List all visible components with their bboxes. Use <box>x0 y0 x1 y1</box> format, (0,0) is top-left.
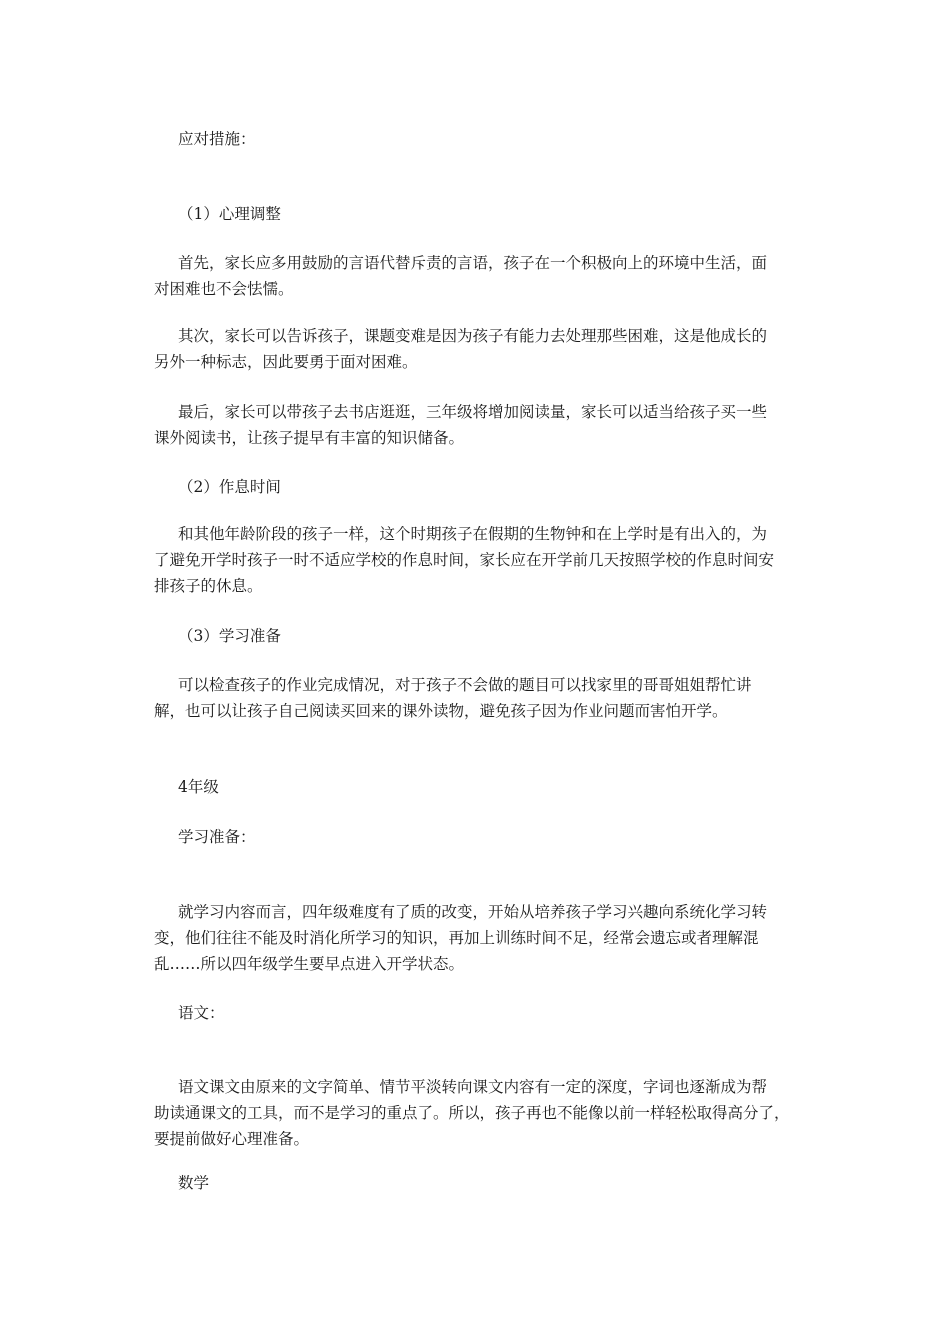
measures-heading: 应对措施： <box>178 130 256 148</box>
section-3-paragraph-1 <box>154 672 780 724</box>
paragraph-line: 乱……所以四年级学生要早点进入开学状态。 <box>154 955 465 973</box>
paragraph-line: 排孩子的休息。 <box>154 577 263 595</box>
paragraph-line: 了避免开学时孩子一时不适应学校的作息时间，家长应在开学前几天按照学校的作息时间安 <box>154 551 775 569</box>
grade-4-title: 4年级 <box>178 778 219 796</box>
paragraph-line: 解，也可以让孩子自己阅读买回来的课外读物，避免孩子因为作业问题而害怕开学。 <box>154 702 728 720</box>
section-2-title: （2）作息时间 <box>178 478 281 496</box>
study-prep-paragraph <box>154 899 780 977</box>
paragraph-line: 语文课文由原来的文字简单、情节平淡转向课文内容有一定的深度，字词也逐渐成为帮 <box>178 1078 768 1096</box>
section-1-paragraph-2 <box>154 323 780 375</box>
chinese-paragraph <box>154 1074 790 1152</box>
paragraph-line: 就学习内容而言，四年级难度有了质的改变，开始从培养孩子学习兴趣向系统化学习转 <box>178 903 768 921</box>
paragraph-line: 首先，家长应多用鼓励的言语代替斥责的言语，孩子在一个积极向上的环境中生活，面 <box>178 254 768 272</box>
section-3-title: （3）学习准备 <box>178 627 281 645</box>
paragraph-line: 助读通课文的工具，而不是学习的重点了。所以，孩子再也不能像以前一样轻松取得高分了， <box>154 1104 790 1122</box>
paragraph-line: 要提前做好心理准备。 <box>154 1130 310 1148</box>
paragraph-line: 可以检查孩子的作业完成情况，对于孩子不会做的题目可以找家里的哥哥姐姐帮忙讲 <box>178 676 752 694</box>
paragraph-line: 其次，家长可以告诉孩子，课题变难是因为孩子有能力去处理那些困难，这是他成长的 <box>178 327 768 345</box>
paragraph-line: 对困难也不会怯懦。 <box>154 280 294 298</box>
paragraph-line: 最后，家长可以带孩子去书店逛逛，三年级将增加阅读量，家长可以适当给孩子买一些 <box>178 403 768 421</box>
paragraph-line: 另外一种标志，因此要勇于面对困难。 <box>154 353 418 371</box>
section-2-paragraph-1 <box>154 521 780 599</box>
paragraph-line: 课外阅读书，让孩子提早有丰富的知识储备。 <box>154 429 465 447</box>
section-1-title: （1）心理调整 <box>178 205 281 223</box>
chinese-heading: 语文： <box>178 1004 225 1022</box>
study-prep-heading: 学习准备： <box>178 828 256 846</box>
paragraph-line: 变，他们往往不能及时消化所学习的知识，再加上训练时间不足，经常会遗忘或者理解混 <box>154 929 759 947</box>
math-heading: 数学 <box>178 1174 210 1192</box>
paragraph-line: 和其他年龄阶段的孩子一样，这个时期孩子在假期的生物钟和在上学时是有出入的，为 <box>178 525 768 543</box>
section-1-paragraph-3 <box>154 399 780 451</box>
section-1-paragraph-1 <box>154 250 780 302</box>
